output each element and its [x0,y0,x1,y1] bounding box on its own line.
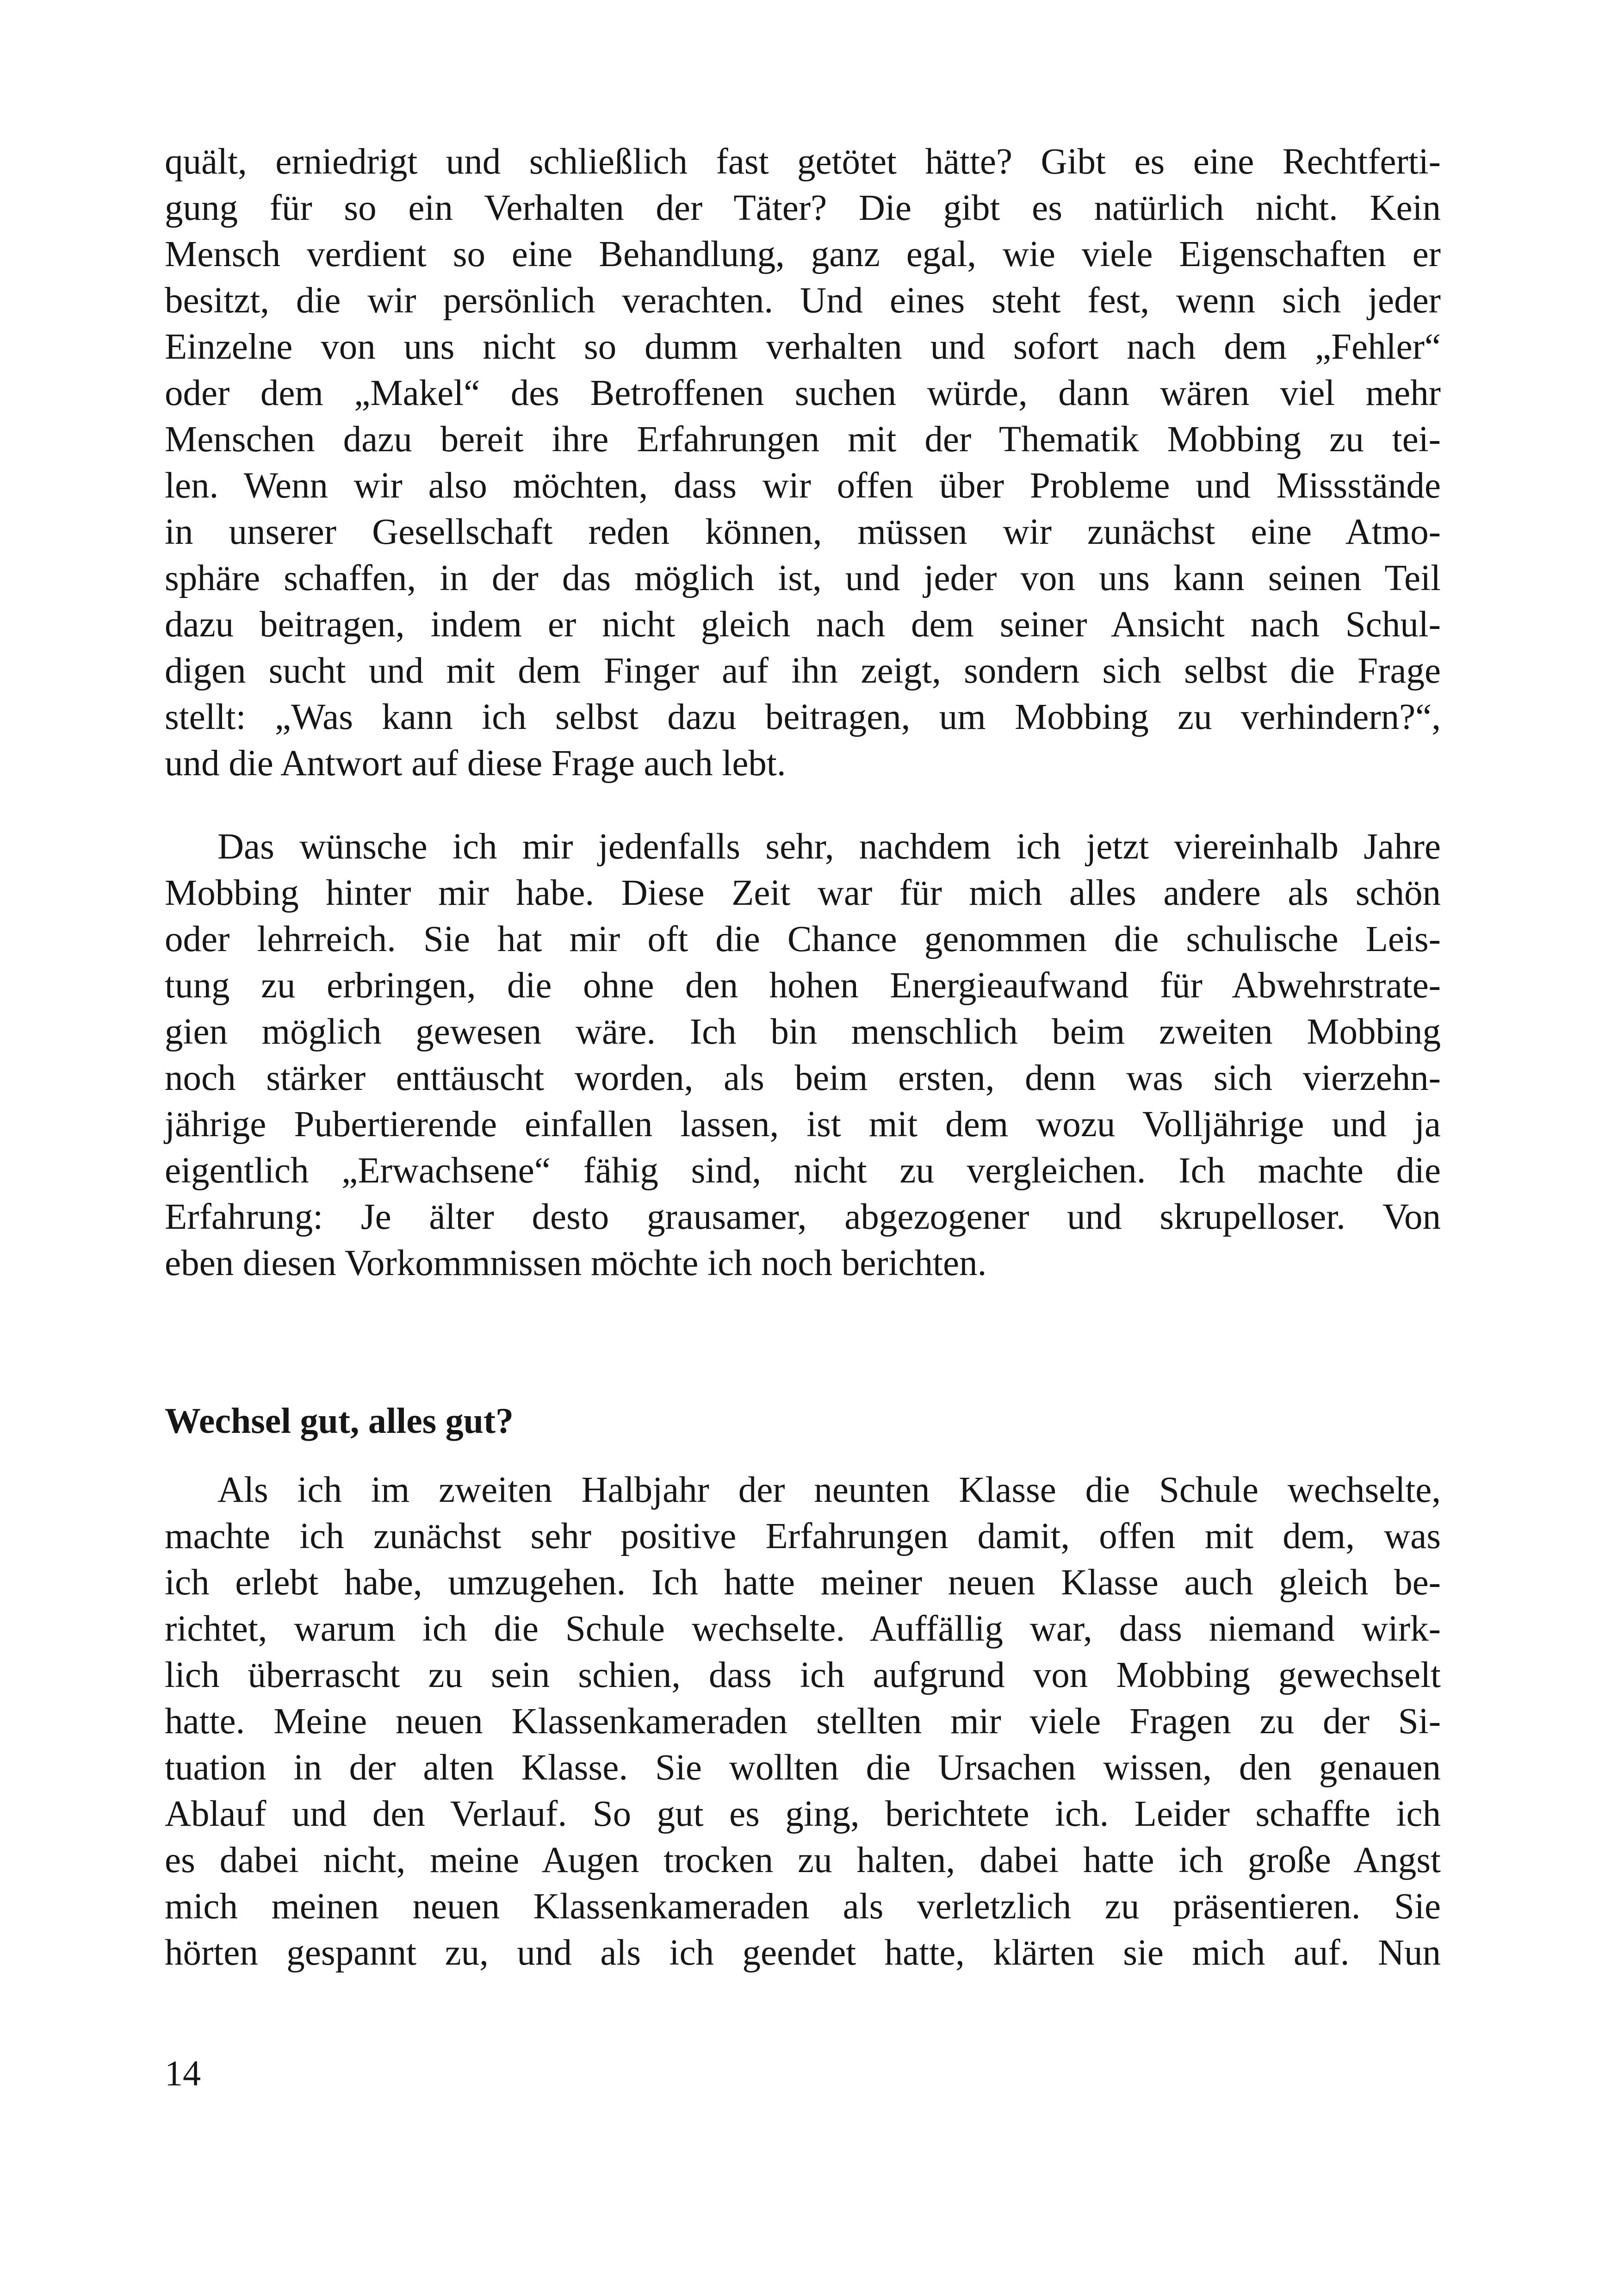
section-heading: Wechsel gut, alles gut? [165,1400,514,1441]
text-line: es dabei nicht, meine Augen trocken zu halten, dabei hatte ich große Angst [165,1840,1441,1880]
text-line: machte ich zunächst sehr positive Erfahrungen damit, offen mit dem, was [165,1516,1441,1556]
text-line: in unserer Gesellschaft reden können, müssen wir zunächst eine Atmo- [165,512,1441,552]
text-line: dazu beitragen, indem er nicht gleich nach dem seiner Ansicht nach Schul- [165,604,1441,645]
text-line: oder dem „Makel“ des Betroffenen suchen würde, dann wären viel mehr [165,373,1441,413]
text-line: lich überrascht zu sein schien, dass ich aufgrund von Mobbing gewechselt [165,1655,1441,1695]
text-line: Mobbing hinter mir habe. Diese Zeit war für mich alles andere als schön [165,873,1441,913]
text-line: jährige Pubertierende einfallen lassen, ist mit dem wozu Volljährige und ja [165,1104,1441,1145]
text-line: oder lehrreich. Sie hat mir oft die Chance genommen die schulische Leis- [165,919,1441,959]
text-line: Erfahrung: Je älter desto grausamer, abgezogener und skrupelloser. Von [165,1197,1441,1237]
text-line: noch stärker enttäuscht worden, als beim ersten, denn was sich vierzehn- [165,1058,1441,1098]
text-line: Mensch verdient so eine Behandlung, ganz egal, wie viele Eigenschaften er [165,234,1441,274]
text-line: len. Wenn wir also möchten, dass wir offen über Probleme und Missstände [165,466,1441,506]
page-number: 14 [165,2053,201,2093]
text-line: Das wünsche ich mir jedenfalls sehr, nachdem ich jetzt viereinhalb Jahre [217,827,1441,867]
text-line: eben diesen Vorkommnissen möchte ich noch berichten. [165,1243,987,1283]
text-line: und die Antwort auf diese Frage auch lebt. [165,743,786,784]
text-line: Menschen dazu bereit ihre Erfahrungen mit der Thematik Mobbing zu tei- [165,419,1441,460]
text-line: gung für so ein Verhalten der Täter? Die gibt es natürlich nicht. Kein [165,188,1441,228]
text-line: gien möglich gewesen wäre. Ich bin menschlich beim zweiten Mobbing [165,1012,1441,1052]
text-line: hörten gespannt zu, und als ich geendet hatte, klärten sie mich auf. Nun [165,1933,1441,1973]
text-line: mich meinen neuen Klassenkameraden als verletzlich zu präsentieren. Sie [165,1886,1441,1927]
text-line: sphäre schaffen, in der das möglich ist, und jeder von uns kann seinen Teil [165,558,1441,598]
text-line: quält, erniedrigt und schließlich fast getötet hätte? Gibt es eine Rechtferti- [165,142,1441,182]
text-line: besitzt, die wir persönlich verachten. Und eines steht fest, wenn sich jeder [165,280,1441,321]
text-line: tung zu erbringen, die ohne den hohen Energieaufwand für Abwehrstrate- [165,965,1441,1006]
text-line: richtet, warum ich die Schule wechselte. Auffällig war, dass niemand wirk- [165,1609,1441,1649]
text-line: eigentlich „Erwachsene“ fähig sind, nicht zu vergleichen. Ich machte die [165,1151,1441,1191]
text-line: Als ich im zweiten Halbjahr der neunten Klasse die Schule wechselte, [217,1470,1441,1510]
text-line: ich erlebt habe, umzugehen. Ich hatte meiner neuen Klasse auch gleich be- [165,1562,1441,1603]
text-line: tuation in der alten Klasse. Sie wollten die Ursachen wissen, den genauen [165,1748,1441,1788]
text-line: stellt: „Was kann ich selbst dazu beitragen, um Mobbing zu verhindern?“, [165,697,1441,737]
text-line: Einzelne von uns nicht so dumm verhalten und sofort nach dem „Fehler“ [165,327,1441,367]
text-line: digen sucht und mit dem Finger auf ihn zeigt, sondern sich selbst die Frage [165,651,1441,691]
text-line: hatte. Meine neuen Klassenkameraden stellten mir viele Fragen zu der Si- [165,1701,1441,1742]
text-line: Ablauf und den Verlauf. So gut es ging, berichtete ich. Leider schaffte ich [165,1794,1441,1834]
